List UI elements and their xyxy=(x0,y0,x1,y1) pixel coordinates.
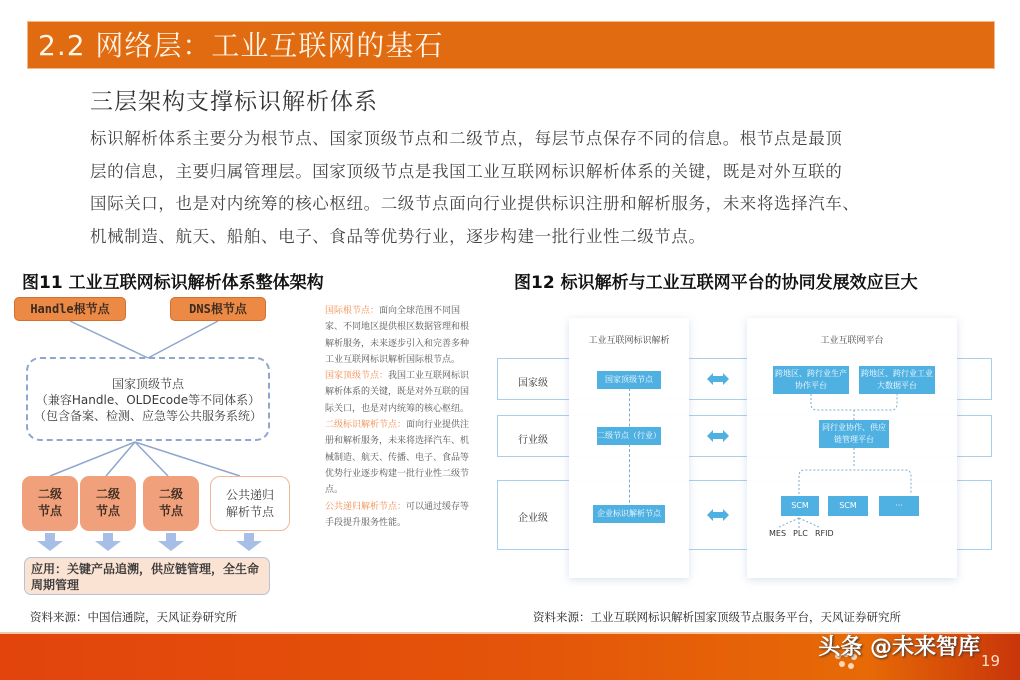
panel-title: 工业互联网平台 xyxy=(820,336,884,346)
note-text: 可以通过缓存等手段提升服务性能。 xyxy=(325,501,470,528)
down-arrow-icon xyxy=(37,533,63,551)
bidirectional-arrow-icon xyxy=(707,430,729,442)
down-arrow-icon xyxy=(95,533,121,551)
national-node-compat: （兼容Handle、OLDEcode等不同体系） xyxy=(35,393,261,407)
plc-label: PLC xyxy=(793,529,808,538)
scm-node: SCM xyxy=(828,496,868,516)
section-title: 2.2 网络层：工业互联网的基石 xyxy=(38,29,444,62)
secondary-node-label: 二级 xyxy=(37,487,62,501)
production-collaboration-platform: 跨地区、跨行业生产协作平台 xyxy=(773,366,849,394)
secondary-industry-node: 二级节点（行业） xyxy=(597,427,661,445)
secondary-node-1 xyxy=(22,476,78,531)
level-label-industry: 行业级 xyxy=(518,435,548,446)
body-line: 层的信息，主要归属管理层。国家顶级节点是我国工业互联网标识解析体系的关键，既是对外互联的 xyxy=(90,161,843,181)
handle-root-node: Handle根节点 xyxy=(14,297,126,321)
figure-11-source: 资料来源：中国信通院，天风证券研究所 xyxy=(30,610,237,624)
supply-chain-platform: 同行业协作、供应链管理平台 xyxy=(819,420,889,448)
body-line: 标识解析体系主要分为根节点、国家顶级节点和二级节点，每层节点保存不同的信息。根节点是最顶 xyxy=(90,129,843,148)
national-node-label: 国家顶级节点 xyxy=(111,377,184,391)
figure-12-title: 图12 标识解析与工业互联网平台的协同发展效应巨大 xyxy=(514,273,918,293)
mes-label: MES xyxy=(769,529,787,538)
application-box: 应用：关键产品追溯，供应链管理，全生命周期管理 xyxy=(24,557,270,595)
level-label-national: 国家级 xyxy=(518,378,548,389)
secondary-node-label: 节点 xyxy=(158,504,183,518)
secondary-node-label: 节点 xyxy=(95,504,120,518)
note-label: 二级标识解析节点： xyxy=(325,420,407,431)
bidirectional-arrow-icon xyxy=(707,373,729,385)
note-text: 面向全球范围不同国家、不同地区提供根区数据管理和根解析服务，未来逐步引入和完善多种工业互联网标识解析国际根节点。 xyxy=(325,306,470,365)
level-label-enterprise: 企业级 xyxy=(518,513,548,524)
note-text: 面向行业提供注册和解析服务，未来将选择汽车、机械制造、航天、传播、电子、食品等优势行业逐步构建一批行业性二级节点。 xyxy=(325,420,470,496)
public-node-label: 公共递归 xyxy=(225,488,274,502)
national-top-node: 国家顶级节点 xyxy=(597,371,661,389)
note-label: 国际根节点： xyxy=(325,306,380,316)
national-node-services: （包含备案、检测、应急等公共服务系统） xyxy=(33,409,262,423)
figure-11-title: 图11 工业互联网标识解析体系整体架构 xyxy=(22,273,324,293)
enterprise-resolution-node: 企业标识解析节点 xyxy=(593,505,665,523)
watermark: 头条 @未来智库 xyxy=(818,635,980,660)
figure-12-source: 资料来源：工业互联网标识解析国家顶级节点服务平台，天风证券研究所 xyxy=(533,610,901,624)
rfid-label: RFID xyxy=(815,529,834,538)
secondary-node-label: 节点 xyxy=(37,504,62,518)
public-node-label: 解析节点 xyxy=(225,505,274,519)
note-item xyxy=(325,499,477,532)
secondary-node-3 xyxy=(143,476,199,531)
secondary-node-label: 二级 xyxy=(95,487,120,501)
note-item xyxy=(325,303,477,368)
identifier-resolution-panel xyxy=(569,318,689,578)
note-label: 国家顶级节点： xyxy=(325,371,389,382)
secondary-node-2 xyxy=(80,476,136,531)
scm-node: SCM xyxy=(781,496,819,516)
platform-connectors xyxy=(747,318,957,578)
page-number: 19 xyxy=(980,652,1000,670)
note-label: 公共递归解析节点： xyxy=(325,501,407,512)
down-arrow-icon xyxy=(236,533,262,551)
industrial-internet-platform-panel xyxy=(747,318,957,578)
fig11-side-notes xyxy=(325,303,477,531)
dns-root-node: DNS根节点 xyxy=(170,297,266,321)
bidirectional-arrow-icon xyxy=(707,509,729,521)
public-recursive-node xyxy=(210,476,290,531)
secondary-node-label: 二级 xyxy=(158,487,183,501)
connector-line xyxy=(629,388,630,518)
national-top-node-box xyxy=(26,357,270,441)
more-node: ··· xyxy=(879,496,919,516)
note-item xyxy=(325,417,477,498)
subtitle: 三层架构支撑标识解析体系 xyxy=(90,89,378,115)
panel-title: 工业互联网标识解析 xyxy=(588,336,670,346)
body-line: 国际关口，也是对内统筹的核心枢纽。二级节点面向行业提供标识注册和解析服务，未来将选择汽车、 xyxy=(90,194,860,213)
note-text: 我国工业互联网标识解析体系的关键，既是对外互联的国际关口，也是对内统筹的核心枢纽。 xyxy=(325,371,470,414)
down-arrow-icon xyxy=(158,533,184,551)
figure-12-diagram xyxy=(497,300,992,590)
industrial-bigdata-platform: 跨地区、跨行业工业大数据平台 xyxy=(859,366,935,394)
body-line: 机械制造、航天、船舶、电子、食品等优势行业，逐步构建一批行业性二级节点。 xyxy=(90,226,706,246)
note-item xyxy=(325,368,477,417)
